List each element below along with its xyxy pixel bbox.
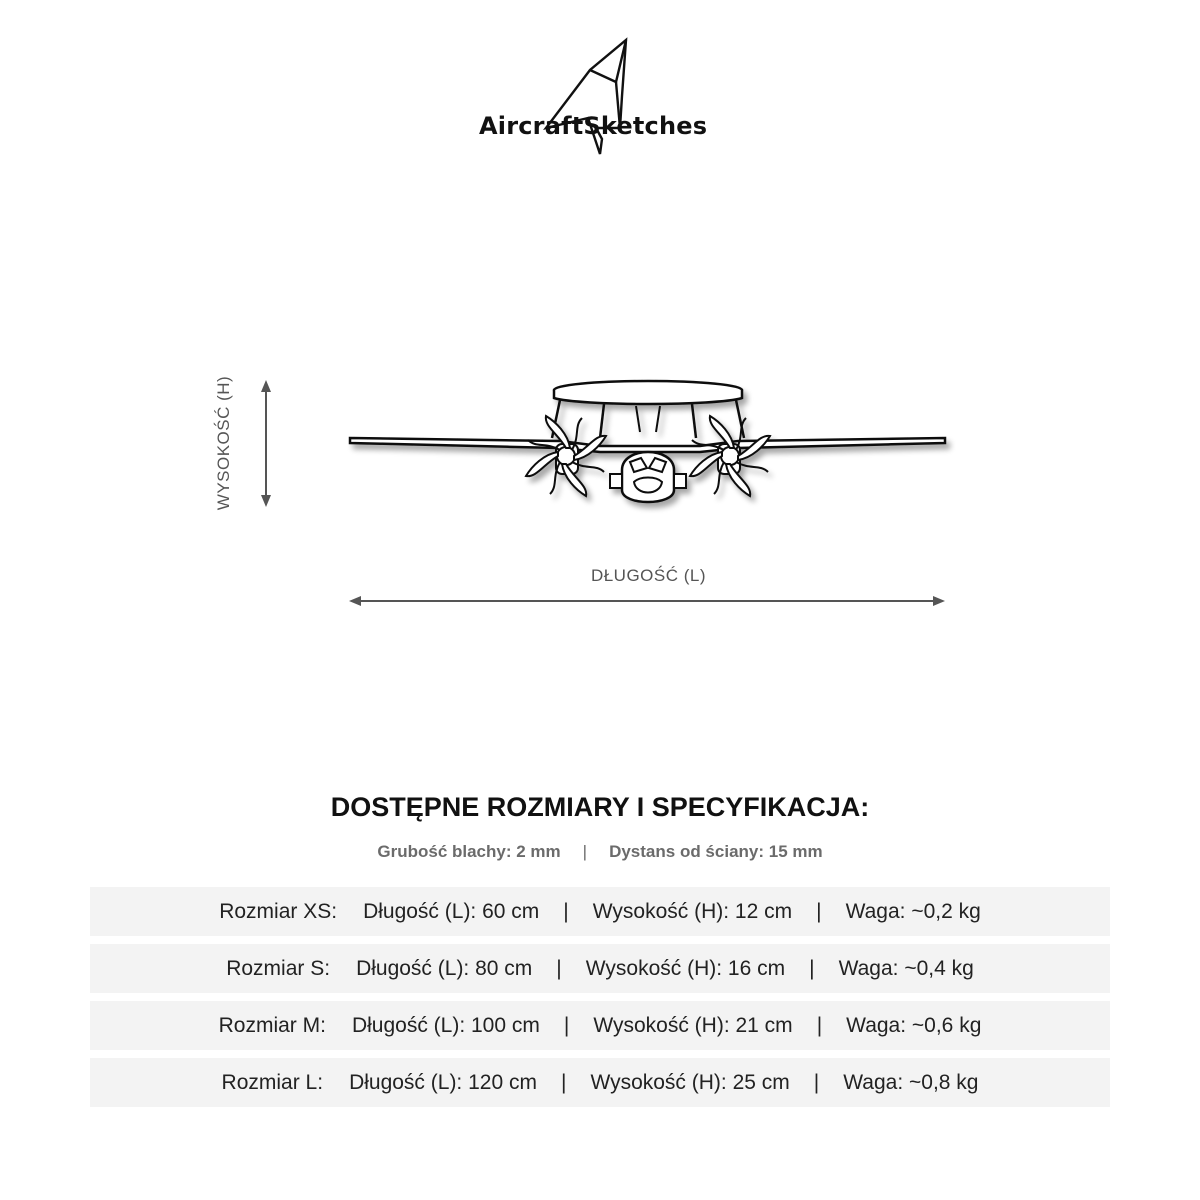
specs-title: DOSTĘPNE ROZMIARY I SPECYFIKACJA: <box>330 792 870 822</box>
size-table <box>90 887 1110 1115</box>
vertical-double-arrow-icon <box>261 380 271 507</box>
wall-distance: Dystans od ściany: 15 mm <box>609 842 823 861</box>
size-length: Długość (L): 60 cm <box>363 899 540 923</box>
height-label: WYSOKOŚĆ (H) <box>214 375 233 511</box>
size-row-l <box>90 1058 1110 1107</box>
length-label: DŁUGOŚĆ (L) <box>590 566 707 585</box>
separator: | <box>563 1013 570 1037</box>
aircraft-silhouette-icon <box>350 381 945 502</box>
size-height: Wysokość (H): 25 cm <box>590 1070 790 1094</box>
brand-name: AircraftSketches <box>479 112 708 140</box>
size-row-m <box>90 1001 1110 1050</box>
size-height: Wysokość (H): 21 cm <box>593 1013 793 1037</box>
size-length: Długość (L): 100 cm <box>351 1013 540 1037</box>
size-weight: Waga: ~0,4 kg <box>838 956 974 980</box>
horizontal-double-arrow-icon <box>349 596 945 606</box>
separator: | <box>813 1070 820 1094</box>
sheet-thickness: Grubość blachy: 2 mm <box>377 842 561 861</box>
separator: | <box>563 899 569 923</box>
size-length: Długość (L): 80 cm <box>356 956 533 980</box>
separator: | <box>556 956 562 980</box>
size-height: Wysokość (H): 12 cm <box>592 899 793 923</box>
separator: | <box>816 899 822 923</box>
separator: | <box>809 956 815 980</box>
separator: | <box>582 842 588 861</box>
size-weight: Waga: ~0,6 kg <box>846 1013 982 1037</box>
size-row-xs <box>90 887 1110 936</box>
size-height: Wysokość (H): 16 cm <box>585 956 786 980</box>
size-row-s <box>90 944 1110 993</box>
separator: | <box>816 1013 823 1037</box>
size-weight: Waga: ~0,8 kg <box>843 1070 979 1094</box>
size-length: Długość (L): 120 cm <box>349 1070 537 1094</box>
size-name: Rozmiar XS: <box>219 899 338 923</box>
separator: | <box>560 1070 567 1094</box>
size-name: Rozmiar L: <box>221 1070 324 1094</box>
size-weight: Waga: ~0,2 kg <box>845 899 981 923</box>
specs-subtitle <box>0 842 1200 862</box>
size-name: Rozmiar S: <box>226 956 331 980</box>
size-name: Rozmiar M: <box>218 1013 326 1037</box>
